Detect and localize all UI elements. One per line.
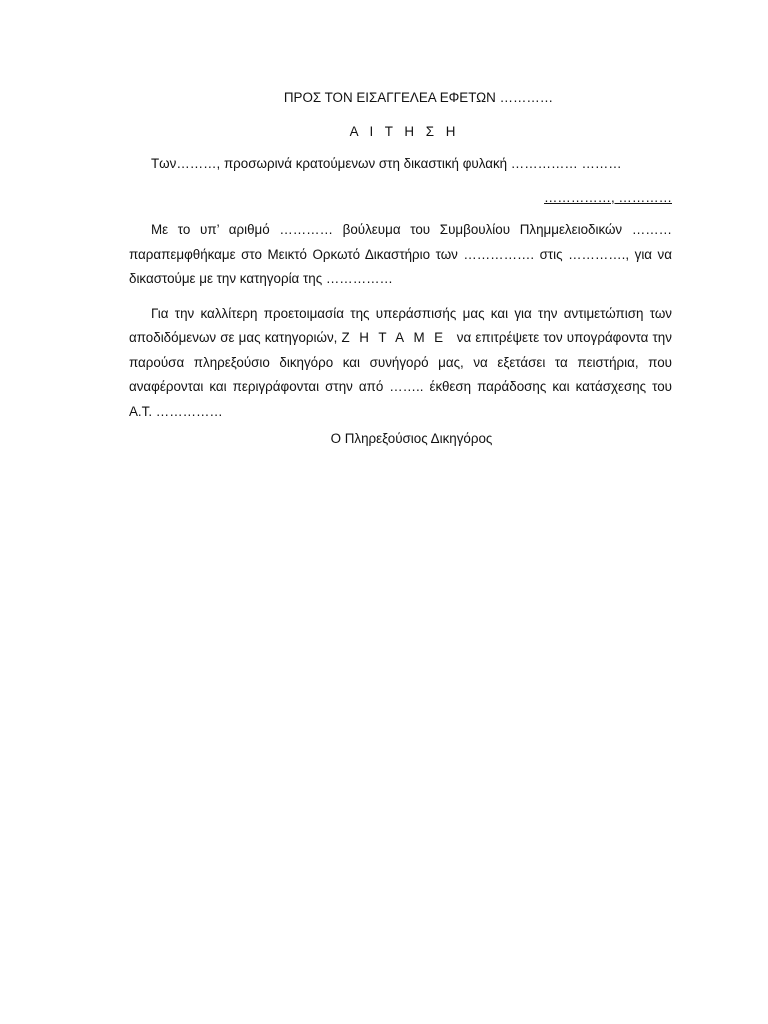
request-text-before: Για την καλλίτερη προετοιμασία της υπεράσπισής μας και για την αντιμετώπιση των αποδιδόμενων σε μας κατηγοριών, (129, 305, 672, 345)
signature-line: Ο Πληρεξούσιος Δικηγόρος (330, 431, 493, 446)
request-emphasis: ΖΗΤΑΜΕ (341, 330, 453, 345)
request-text-after: να επιτρέψετε τον υπογράφοντα την παρούσα πληρεξούσιο δικηγόρο και συνήγορό μας, να εξετάσει τα πειστήρια, που αναφέρονται και περιγράφονται στην από …….. έκθεση παράδοσης και κατάσχεσης του Α.Τ. …………… (129, 330, 672, 419)
detainees-paragraph: Των………, προσωρινά κρατούμενων στη δικαστική φυλακή …………… ……… (151, 156, 622, 171)
recipient-heading: ΠΡΟΣ ΤΟΝ ΕΙΣΑΓΓΕΛΕΑ ΕΦΕΤΩΝ ………… (283, 90, 554, 105)
place-date-line: ……………, ………… (544, 189, 672, 205)
document-title: Α Ι Τ Η Σ Η (349, 123, 460, 139)
request-paragraph (129, 302, 672, 425)
indictment-paragraph: Με το υπ’ αριθμό ………… βούλευμα του Συμβουλίου Πλημμελειοδικών ……… παραπεμφθήκαμε στο Μεικτό Ορκωτό Δικαστήριο των ……………. στις …………., για να δικαστούμε με την κατηγορία της …………… (129, 222, 672, 286)
document-body (129, 86, 672, 452)
